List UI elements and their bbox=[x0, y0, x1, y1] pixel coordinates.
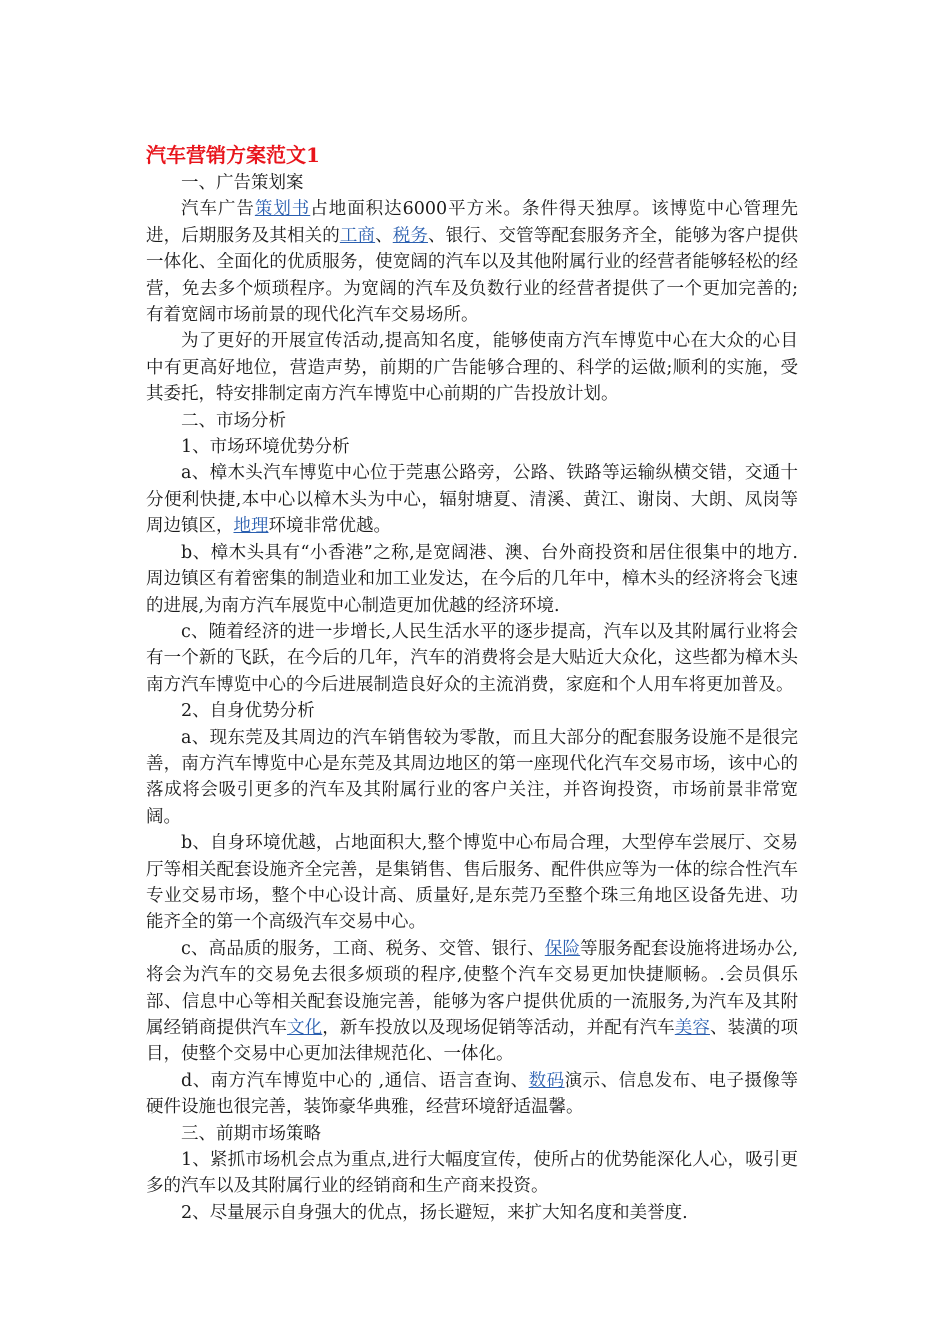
inline-link[interactable]: 地理 bbox=[233, 516, 269, 537]
document-title: 汽车营销方案范文1 bbox=[146, 143, 320, 167]
paragraph bbox=[146, 460, 798, 539]
paragraph bbox=[146, 619, 798, 698]
paragraph-text: 为了更好的开展宣传活动,提高知名度，能够使南方汽车博览中心在大众的心目中有更高好地位，营造声势，前期的广告能够合理的、科学的运做;顺利的实施，受其委托，特安排制定南方汽车博览中心前期的广告投放计划。 bbox=[146, 331, 798, 405]
paragraph bbox=[146, 540, 798, 619]
paragraph-text: 环境非常优越。 bbox=[268, 516, 391, 537]
document-body bbox=[146, 170, 798, 1226]
paragraph bbox=[146, 1200, 798, 1226]
paragraph-text: 占地面积达6000平方米。条件得天独厚。该博览中心管理先进，后期服务及其相关的 bbox=[146, 199, 799, 246]
inline-link[interactable]: 策划书 bbox=[254, 199, 311, 220]
paragraph bbox=[146, 698, 798, 724]
inline-link[interactable]: 数码 bbox=[528, 1070, 565, 1091]
inline-link[interactable]: 税务 bbox=[392, 225, 428, 246]
paragraph-text: 汽车广告 bbox=[181, 199, 255, 220]
paragraph bbox=[146, 434, 798, 460]
paragraph-text: 、 bbox=[375, 225, 393, 246]
paragraph-text: d、南方汽车博览中心的 ,通信、语言查询、 bbox=[181, 1070, 529, 1091]
paragraph-text: c、随着经济的进一步增长,人民生活水平的逐步提高，汽车以及其附属行业将会有一个新的飞跃，在今后的几年，汽车的消费将会是大贴近大众化，这些都为樟木头南方汽车博览中心的今后进展制造良好众的主流消费，家庭和个人用车将更加普及。 bbox=[146, 621, 798, 695]
paragraph-text: b、樟木头具有“小香港”之称,是宽阔港、澳、台外商投资和居住很集中的地方.周边镇区有着密集的制造业和加工业发达，在今后的几年中，樟木头的经济将会飞速的进展,为南方汽车展览中心制造更加优越的经济环境. bbox=[146, 542, 798, 616]
paragraph-text: 一、广告策划案 bbox=[181, 173, 304, 193]
paragraph bbox=[146, 1121, 798, 1147]
paragraph-text: 演示、信息发布、电子摄像等硬件设施也很完善，装饰豪华典雅，经营环境舒适温馨。 bbox=[146, 1070, 799, 1118]
paragraph-text: b、自身环境优越，占地面积大,整个博览中心布局合理，大型停车尝展厅、交易厅等相关配套设施齐全完善，是集销售、售后服务、配件供应等为一体的综合性汽车专业交易市场，整个中心设计高、质量好,是东莞乃至整个珠三角地区设备先进、功能齐全的第一个高级汽车交易中心。 bbox=[146, 833, 798, 933]
document-page bbox=[146, 140, 798, 1226]
inline-link[interactable]: 工商 bbox=[339, 225, 376, 246]
paragraph-text: 、银行、交管等配套服务齐全，能够为客户提供一体化、全面化的优质服务，使宽阔的汽车以及其他附属行业的经营者能够轻松的经营，免去多个烦琐程序。为宽阔的汽车及负数行业的经营者提供了一个更加完善的;有着宽阔市场前景的现代化汽车交易场所。 bbox=[146, 225, 798, 326]
inline-link[interactable]: 保险 bbox=[544, 938, 581, 959]
paragraph-text: a、樟木头汽车博览中心位于莞惠公路旁，公路、铁路等运输纵横交错，交通十分便利快捷,本中心以樟木头为中心，辐射塘夏、清溪、黄江、谢岗、大朗、凤岗等周边镇区， bbox=[146, 463, 798, 537]
paragraph bbox=[146, 170, 798, 196]
paragraph-text: 1、紧抓市场机会点为重点,进行大幅度宣传，使所占的优势能深化人心，吸引更多的汽车以及其附属行业的经销商和生产商来投资。 bbox=[146, 1150, 798, 1197]
paragraph-text: 2、自身优势分析 bbox=[181, 701, 315, 722]
paragraph-text: 三、前期市场策略 bbox=[181, 1123, 321, 1144]
paragraph bbox=[146, 830, 798, 936]
paragraph bbox=[146, 725, 798, 831]
inline-link[interactable]: 美容 bbox=[674, 1018, 710, 1038]
paragraph-text: 等服务配套设施将进场办公,将会为汽车的交易免去很多烦琐的程序,使整个汽车交易更加快捷顺畅。.会员俱乐部、信息中心等相关配套设施完善，能够为客户提供优质的一流服务,为汽车及其附属经销商提供汽车 bbox=[146, 938, 799, 1038]
paragraph bbox=[146, 408, 798, 434]
paragraph-text: c、高品质的服务，工商、税务、交管、银行、 bbox=[181, 938, 545, 959]
paragraph-text: 二、市场分析 bbox=[181, 410, 286, 431]
paragraph-text: 1、市场环境优势分析 bbox=[181, 437, 350, 458]
paragraph-text: ，新车投放以及现场促销等活动，并配有汽车 bbox=[322, 1018, 675, 1038]
paragraph bbox=[146, 196, 798, 328]
paragraph-text: 2、尽量展示自身强大的优点，扬长避短，来扩大知名度和美誉度. bbox=[181, 1202, 688, 1223]
paragraph bbox=[146, 328, 798, 407]
paragraph bbox=[146, 1068, 798, 1121]
paragraph-text: a、现东莞及其周边的汽车销售较为零散，而且大部分的配套服务设施不是很完善，南方汽车博览中心是东莞及其周边地区的第一座现代化汽车交易市场，该中心的落成将会吸引更多的汽车及其附属行业的客户关注，并咨询投资，市场前景非常宽阔。 bbox=[146, 727, 798, 827]
inline-link[interactable]: 文化 bbox=[287, 1018, 323, 1038]
paragraph bbox=[146, 1147, 798, 1200]
paragraph bbox=[146, 936, 798, 1068]
paragraph-text: 、装潢的项目，使整个交易中心更加法律规范化、一体化。 bbox=[146, 1018, 798, 1065]
